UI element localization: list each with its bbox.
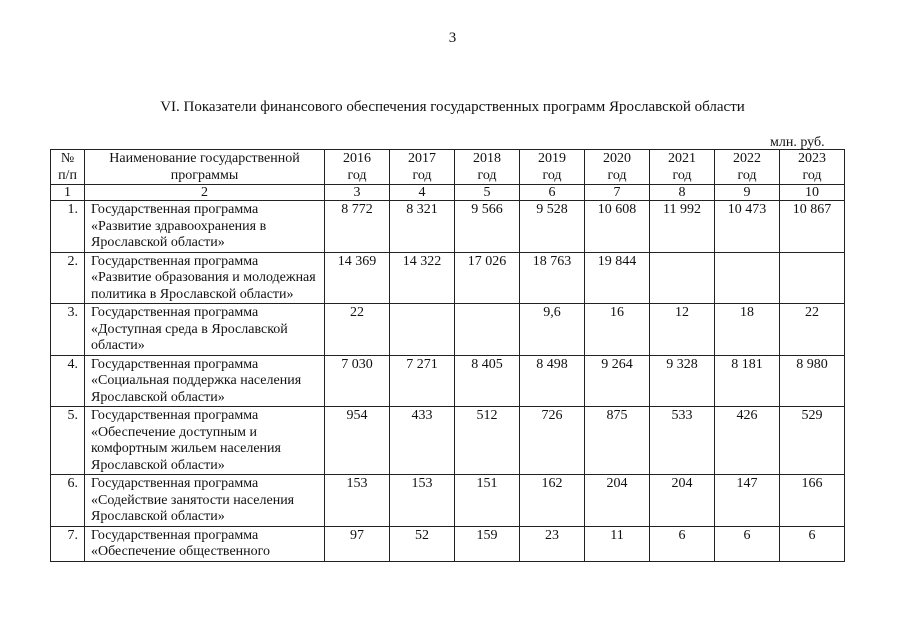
table-row <box>51 355 845 407</box>
funding-value: 166 <box>780 475 845 527</box>
header-year-unit: год <box>802 167 822 183</box>
page-number: 3 <box>448 30 457 46</box>
program-name: Государственная программа «Обеспечение доступным и комфортным жильем населения Ярославской области» <box>85 407 325 475</box>
funding-value: 10 867 <box>780 201 845 253</box>
financial-table <box>50 149 845 562</box>
row-number: 5. <box>51 407 85 475</box>
program-name: Государственная программа «Обеспечение общественного <box>85 526 325 561</box>
table-header-row <box>51 150 845 185</box>
header-year-2018 <box>455 150 520 185</box>
funding-value: 11 992 <box>650 201 715 253</box>
funding-value: 17 026 <box>455 252 520 304</box>
funding-value: 204 <box>585 475 650 527</box>
table-row <box>51 407 845 475</box>
funding-value: 8 980 <box>780 355 845 407</box>
column-index: 2 <box>85 185 325 201</box>
funding-value: 8 405 <box>455 355 520 407</box>
funding-value: 16 <box>585 304 650 356</box>
header-year-unit: год <box>607 167 627 183</box>
row-number: 2. <box>51 252 85 304</box>
header-num <box>51 150 85 185</box>
funding-value: 954 <box>325 407 390 475</box>
funding-value: 162 <box>520 475 585 527</box>
funding-value: 426 <box>715 407 780 475</box>
program-name: Государственная программа «Развитие образования и молодежная политика в Ярославской области» <box>85 252 325 304</box>
funding-value: 7 030 <box>325 355 390 407</box>
funding-value: 14 322 <box>390 252 455 304</box>
header-year: 2020 <box>603 151 631 166</box>
funding-value: 14 369 <box>325 252 390 304</box>
header-num-line: п/п <box>58 167 77 183</box>
funding-value: 153 <box>325 475 390 527</box>
program-name: Государственная программа «Развитие здравоохранения в Ярославской области» <box>85 201 325 253</box>
column-index-row <box>51 185 845 201</box>
funding-value: 23 <box>520 526 585 561</box>
funding-value <box>780 252 845 304</box>
header-year: 2022 <box>733 151 761 166</box>
funding-value: 8 772 <box>325 201 390 253</box>
funding-value: 18 763 <box>520 252 585 304</box>
column-index: 6 <box>520 185 585 201</box>
column-index: 4 <box>390 185 455 201</box>
column-index: 8 <box>650 185 715 201</box>
header-year-unit: год <box>347 167 367 183</box>
funding-value: 52 <box>390 526 455 561</box>
funding-value: 12 <box>650 304 715 356</box>
header-year: 2019 <box>538 151 566 166</box>
header-year-2016 <box>325 150 390 185</box>
funding-value: 6 <box>715 526 780 561</box>
header-name <box>85 150 325 185</box>
header-year-unit: год <box>737 167 757 183</box>
funding-value: 11 <box>585 526 650 561</box>
funding-value: 10 473 <box>715 201 780 253</box>
funding-value: 726 <box>520 407 585 475</box>
header-name-line: программы <box>170 167 239 183</box>
funding-value: 8 181 <box>715 355 780 407</box>
funding-value: 875 <box>585 407 650 475</box>
funding-value: 22 <box>325 304 390 356</box>
funding-value: 8 321 <box>390 201 455 253</box>
header-year-2021 <box>650 150 715 185</box>
funding-value <box>715 252 780 304</box>
header-year-2019 <box>520 150 585 185</box>
header-year: 2018 <box>473 151 501 166</box>
table-row <box>51 475 845 527</box>
header-year-2022 <box>715 150 780 185</box>
header-year-unit: год <box>672 167 692 183</box>
table-row <box>51 526 845 561</box>
header-year-unit: год <box>542 167 562 183</box>
funding-value: 433 <box>390 407 455 475</box>
header-name-line: Наименование государственной <box>109 151 300 166</box>
header-num-line: № <box>60 151 75 166</box>
header-year: 2017 <box>408 151 436 166</box>
header-year-unit: год <box>477 167 497 183</box>
row-number: 6. <box>51 475 85 527</box>
funding-value: 9 264 <box>585 355 650 407</box>
row-number: 4. <box>51 355 85 407</box>
funding-value: 8 498 <box>520 355 585 407</box>
program-name: Государственная программа «Социальная поддержка населения Ярославской области» <box>85 355 325 407</box>
funding-value: 22 <box>780 304 845 356</box>
funding-value: 7 271 <box>390 355 455 407</box>
funding-value: 153 <box>390 475 455 527</box>
document-title: VI. Показатели финансового обеспечения государственных программ Ярославской области <box>160 99 745 115</box>
unit-label: млн. руб. <box>770 135 825 150</box>
funding-value: 9 328 <box>650 355 715 407</box>
column-index: 1 <box>51 185 85 201</box>
header-year: 2016 <box>343 151 371 166</box>
funding-value: 18 <box>715 304 780 356</box>
funding-value <box>455 304 520 356</box>
funding-value: 97 <box>325 526 390 561</box>
funding-value: 6 <box>780 526 845 561</box>
row-number: 7. <box>51 526 85 561</box>
program-name: Государственная программа «Содействие занятости населения Ярославской области» <box>85 475 325 527</box>
header-year: 2023 <box>798 151 826 166</box>
funding-value: 9,6 <box>520 304 585 356</box>
funding-value: 19 844 <box>585 252 650 304</box>
row-number: 1. <box>51 201 85 253</box>
header-year-2017 <box>390 150 455 185</box>
table-row <box>51 252 845 304</box>
table-row <box>51 201 845 253</box>
column-index: 10 <box>780 185 845 201</box>
funding-value: 9 566 <box>455 201 520 253</box>
row-number: 3. <box>51 304 85 356</box>
funding-value <box>650 252 715 304</box>
program-name: Государственная программа «Доступная среда в Ярославской области» <box>85 304 325 356</box>
column-index: 5 <box>455 185 520 201</box>
column-index: 3 <box>325 185 390 201</box>
funding-value: 512 <box>455 407 520 475</box>
header-year-2020 <box>585 150 650 185</box>
funding-value: 529 <box>780 407 845 475</box>
funding-value: 159 <box>455 526 520 561</box>
funding-value: 204 <box>650 475 715 527</box>
funding-value: 10 608 <box>585 201 650 253</box>
column-index: 9 <box>715 185 780 201</box>
table-row <box>51 304 845 356</box>
header-year-2023 <box>780 150 845 185</box>
funding-value: 9 528 <box>520 201 585 253</box>
header-year: 2021 <box>668 151 696 166</box>
funding-value: 533 <box>650 407 715 475</box>
funding-value: 151 <box>455 475 520 527</box>
column-index: 7 <box>585 185 650 201</box>
table-body <box>51 185 845 562</box>
funding-value: 147 <box>715 475 780 527</box>
funding-value <box>390 304 455 356</box>
header-year-unit: год <box>412 167 432 183</box>
funding-value: 6 <box>650 526 715 561</box>
